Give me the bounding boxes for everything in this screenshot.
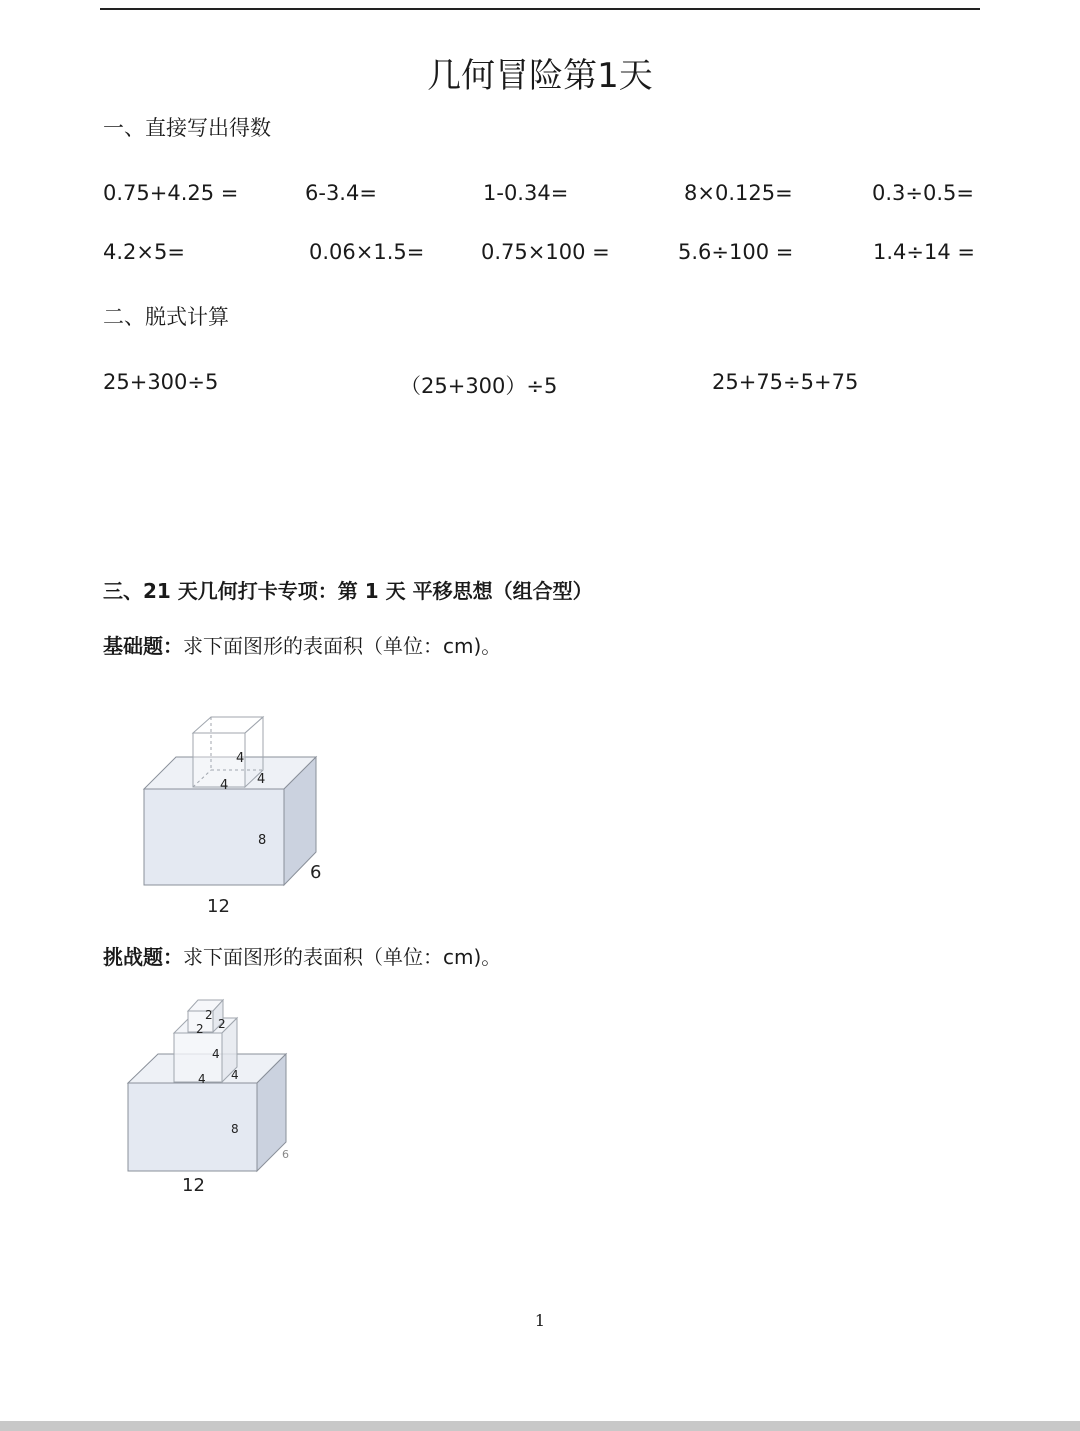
oral-calc-item: 0.06×1.5= [309,240,425,264]
oral-calc-item: 1-0.34= [483,181,569,205]
challenge-label-top-w: 2 [196,1022,204,1036]
section-3-heading: 三、21 天几何打卡专项：第 1 天 平移思想（组合型） [103,579,593,603]
basic-label-big-d: 6 [310,862,322,883]
oral-calc-item: 6-3.4= [305,181,377,205]
oral-calc-item: 8×0.125= [684,181,793,205]
page-number: 1 [534,1311,546,1330]
basic-label-big-h: 8 [258,833,267,848]
challenge-label-big-h: 8 [231,1122,239,1136]
oral-calc-item: 4.2×5= [103,240,185,264]
challenge-label-big-d: 6 [282,1148,289,1161]
challenge-problem-lead: 挑战题： [103,945,183,969]
basic-label-small-d: 4 [257,772,266,787]
challenge-label-big-w: 12 [182,1175,205,1196]
oral-calc-item: 0.3÷0.5= [872,181,974,205]
basic-problem-lead: 基础题： [103,634,183,658]
bottom-scroll-edge [0,1421,1080,1431]
oral-calc-item: 5.6÷100 = [678,240,794,264]
page-title: 几何冒险第1天 [427,56,653,96]
oral-calc-item: 0.75+4.25 = [103,181,239,205]
challenge-label-mid-d: 4 [231,1068,239,1082]
section-1-heading: 一、直接写出得数 [103,116,271,140]
step-calc-item: 25+75÷5+75 [712,370,859,394]
oral-calc-item: 1.4÷14 = [873,240,975,264]
challenge-label-mid-w: 4 [198,1072,206,1086]
step-calc-item: 25+300÷5 [103,370,219,394]
challenge-label-top-h: 2 [205,1008,213,1022]
section-2-heading: 二、脱式计算 [103,305,229,329]
basic-label-big-w: 12 [207,896,230,917]
step-calc-item: （25+300）÷5 [400,374,558,398]
oral-calc-item: 0.75×100 = [481,240,610,264]
basic-problem-text: 求下面图形的表面积（单位：cm)。 [183,634,502,658]
basic-label-small-w: 4 [220,778,229,793]
challenge-label-mid-h: 4 [212,1047,220,1061]
challenge-label-top-d: 2 [218,1017,226,1031]
basic-label-small-h: 4 [236,751,245,766]
challenge-problem-text: 求下面图形的表面积（单位：cm)。 [183,945,502,969]
